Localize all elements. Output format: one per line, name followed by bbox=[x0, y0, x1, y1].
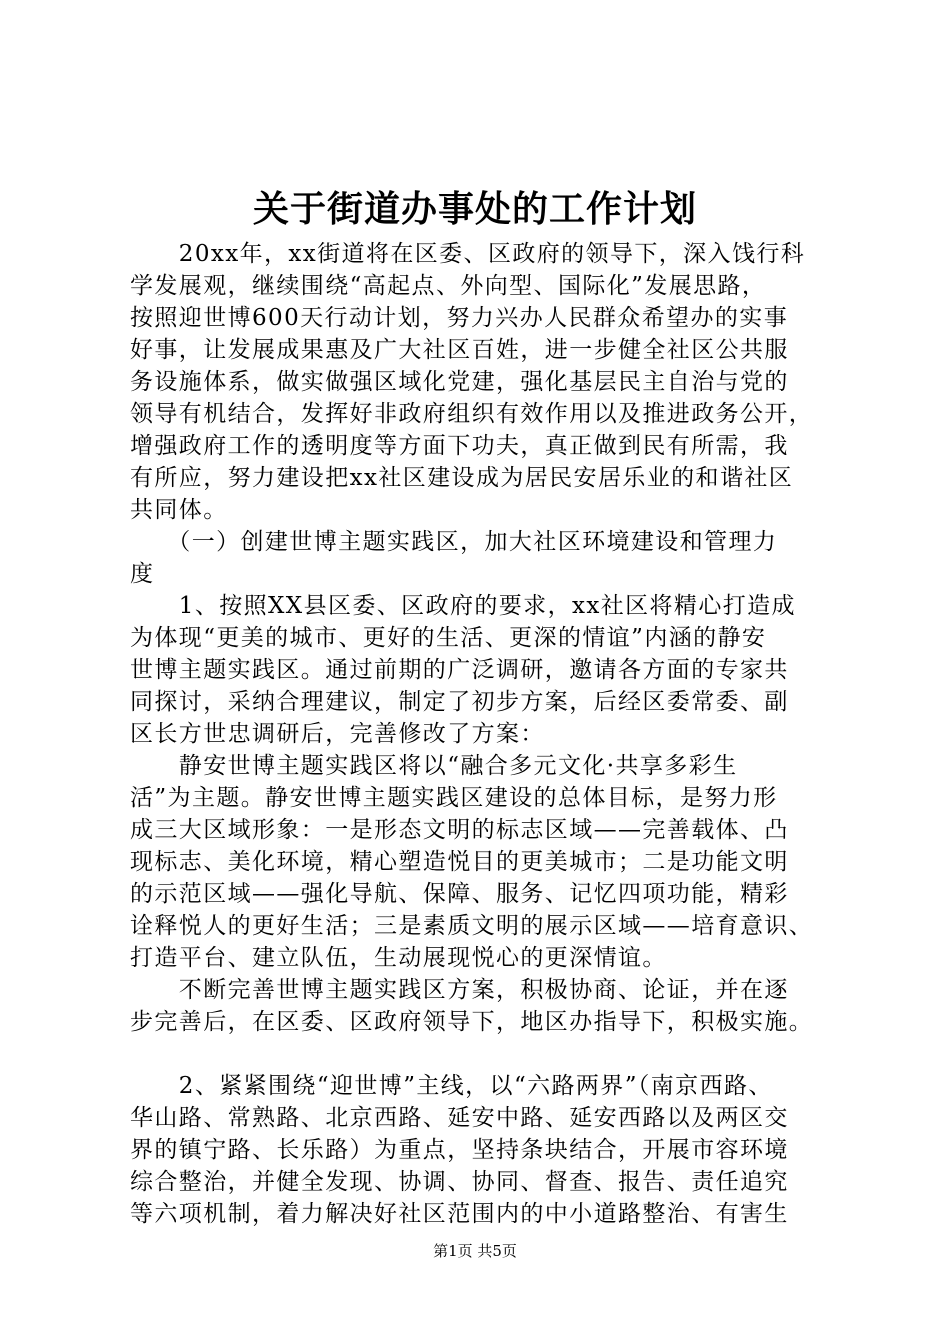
body-line: 2、紧紧围绕“迎世博”主线，以“六路两界”（南京西路、 bbox=[130, 1073, 773, 1099]
body-line: 界的镇宁路、长乐路）为重点，坚持条块结合，开展市容环境 bbox=[130, 1137, 789, 1163]
body-line: 不断完善世博主题实践区方案，积极协商、论证，并在逐 bbox=[130, 977, 789, 1003]
body-line: 等六项机制，着力解决好社区范围内的中小道路整治、有害生 bbox=[130, 1201, 789, 1227]
body-line: 活”为主题。静安世博主题实践区建设的总体目标，是努力形 bbox=[130, 785, 778, 811]
body-line: 增强政府工作的透明度等方面下功夫，真正做到民有所需，我 bbox=[130, 433, 789, 459]
body-line: 1、按照XX县区委、区政府的要求，xx社区将精心打造成 bbox=[130, 593, 796, 619]
body-line: 20xx年，xx街道将在区委、区政府的领导下，深入饯行科 bbox=[130, 241, 806, 267]
body-line: 综合整治，并健全发现、协调、协同、督查、报告、责任追究 bbox=[130, 1169, 789, 1195]
body-line: 按照迎世博600天行动计划，努力兴办人民群众希望办的实事 bbox=[130, 305, 789, 331]
body-line: 同探讨，采纳合理建议，制定了初步方案，后经区委常委、副 bbox=[130, 689, 789, 715]
body-line: 有所应，努力建设把xx社区建设成为居民安居乐业的和谐社区 bbox=[130, 465, 794, 491]
body-line: 华山路、常熟路、北京西路、延安中路、延安西路以及两区交 bbox=[130, 1105, 789, 1131]
document-title: 关于街道办事处的工作计划 bbox=[252, 188, 697, 230]
body-line: 的示范区域——强化导航、保障、服务、记忆四项功能，精彩 bbox=[130, 881, 789, 907]
body-line: 现标志、美化环境，精心塑造悦目的更美城市；二是功能文明 bbox=[130, 849, 789, 875]
body-line: 世博主题实践区。通过前期的广泛调研，邀请各方面的专家共 bbox=[130, 657, 789, 683]
body-line: 共同体。 bbox=[130, 497, 228, 523]
page-number-footer: 第1页 共5页 bbox=[433, 1242, 517, 1260]
section-heading-line: （一）创建世博主题实践区，加大社区环境建设和管理力 bbox=[130, 529, 778, 555]
body-line: 区长方世忠调研后，完善修改了方案： bbox=[130, 721, 545, 747]
section-heading-line: 度 bbox=[130, 561, 155, 587]
body-line: 务设施体系，做实做强区域化党建，强化基层民主自治与党的 bbox=[130, 369, 789, 395]
body-line: 学发展观，继续围绕“高起点、外向型、国际化”发展思路， bbox=[130, 273, 767, 299]
body-line: 打造平台、建立队伍，生动展现悦心的更深情谊。 bbox=[130, 945, 667, 971]
body-line: 领导有机结合，发挥好非政府组织有效作用以及推进政务公开， bbox=[130, 401, 814, 427]
body-line: 静安世博主题实践区将以“融合多元文化·共享多彩生 bbox=[130, 753, 738, 779]
body-line: 诠释悦人的更好生活；三是素质文明的展示区域——培育意识、 bbox=[130, 913, 814, 939]
body-line: 好事，让发展成果惠及广大社区百姓，进一步健全社区公共服 bbox=[130, 337, 789, 363]
body-line: 为体现“更美的城市、更好的生活、更深的情谊”内涵的静安 bbox=[130, 625, 767, 651]
body-line: 步完善后，在区委、区政府领导下，地区办指导下，积极实施。 bbox=[130, 1009, 814, 1035]
body-line: 成三大区域形象：一是形态文明的标志区域——完善载体、凸 bbox=[130, 817, 789, 843]
